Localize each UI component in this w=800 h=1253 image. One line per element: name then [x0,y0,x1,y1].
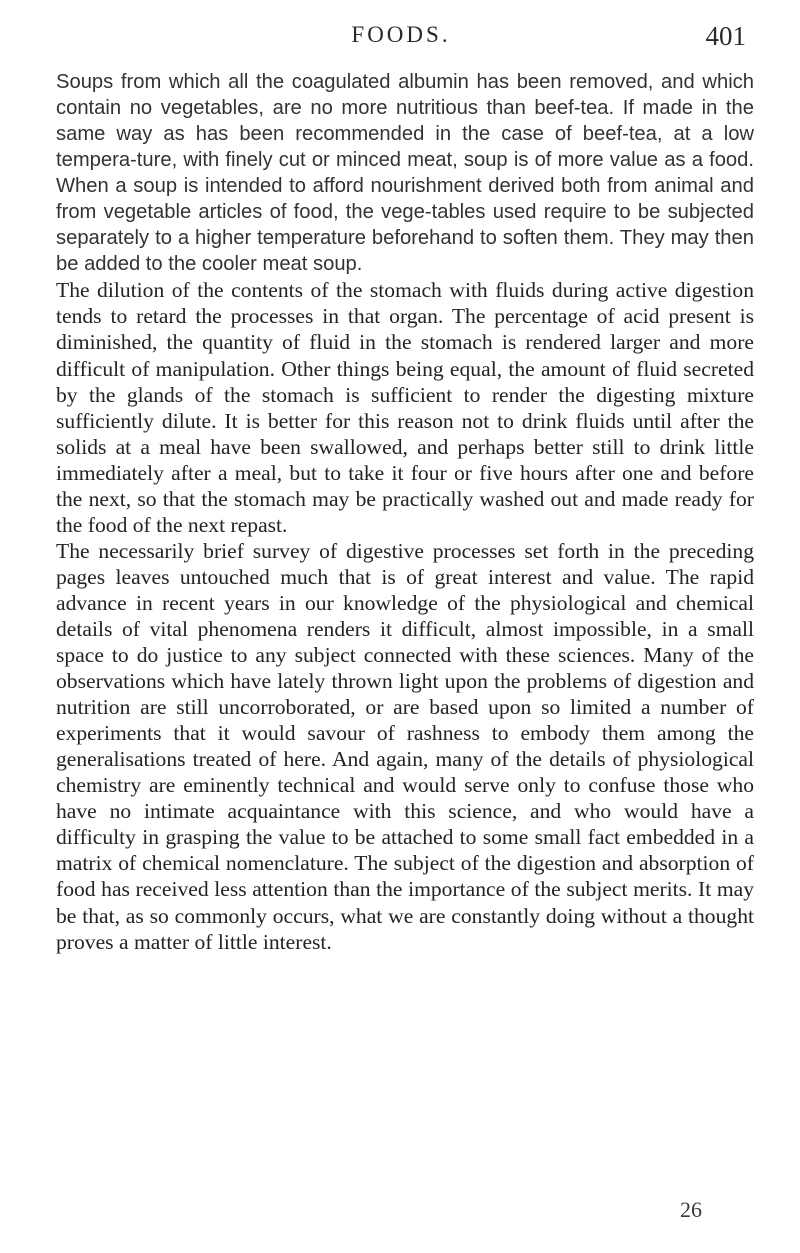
signature-mark: 26 [680,1197,702,1222]
running-header [56,22,746,56]
running-title: FOODS. [351,22,451,47]
paragraph-survey: The necessarily brief survey of digestive processes set forth in the preceding pages leaves untouched much that is of great interest and value. The rapid advance in recent years in our knowledge of the physiological and chemical details of vital phenomena renders it difficult, almost impossible, in a small space to do justice to any subject connected with these sciences. Many of the observations which have lately thrown light upon the problems of digestion and nutrition are still uncorroborated, or are based upon so limited a number of experiments that it would savour of rashness to embody them among the generalisations treated of here. And again, many of the details of physiological chemistry are eminently technical and would serve only to confuse those who have no intimate acquaintance with this science, and who would have a difficulty in grasping the value to be attached to some small fact embedded in a matrix of chemical nomenclature. The subject of the digestion and absorption of food has received less attention than the importance of the subject merits. It may be that, as so commonly occurs, what we are constantly doing without a thought proves a matter of little interest. [56,538,754,954]
page-number: 401 [705,21,746,51]
paragraph-dilution: The dilution of the contents of the stomach with fluids during active digestion tends to retard the processes in that organ. The percentage of acid present is diminished, the quantity of fluid in the stomach is rendered larger and more difficult of manipulation. Other things being equal, the amount of fluid secreted by the glands of the stomach is sufficient to render the digesting mixture sufficiently dilute. It is better for this reason not to drink fluids until after the solids at a meal have been swallowed, and perhaps better still to drink little immediately after a meal, but to take it four or five hours after one and before the next, so that the stomach may be practically washed out and made ready for the food of the next repast. [56,278,754,537]
paragraph-soups: Soups from which all the coagulated albumin has been removed, and which contain no vegetables, are no more nutritious than beef-tea. If made in the same way as has been recommended in the case of beef-tea, at a low tempera-ture, with finely cut or minced meat, soup is of more value as a food. When a soup is intended to afford nourishment derived both from animal and from vegetable articles of food, the vege-tables used require to be subjected separately to a higher temperature beforehand to soften them. They may then be added to the cooler meat soup. [56,71,754,276]
body-text [56,69,754,955]
